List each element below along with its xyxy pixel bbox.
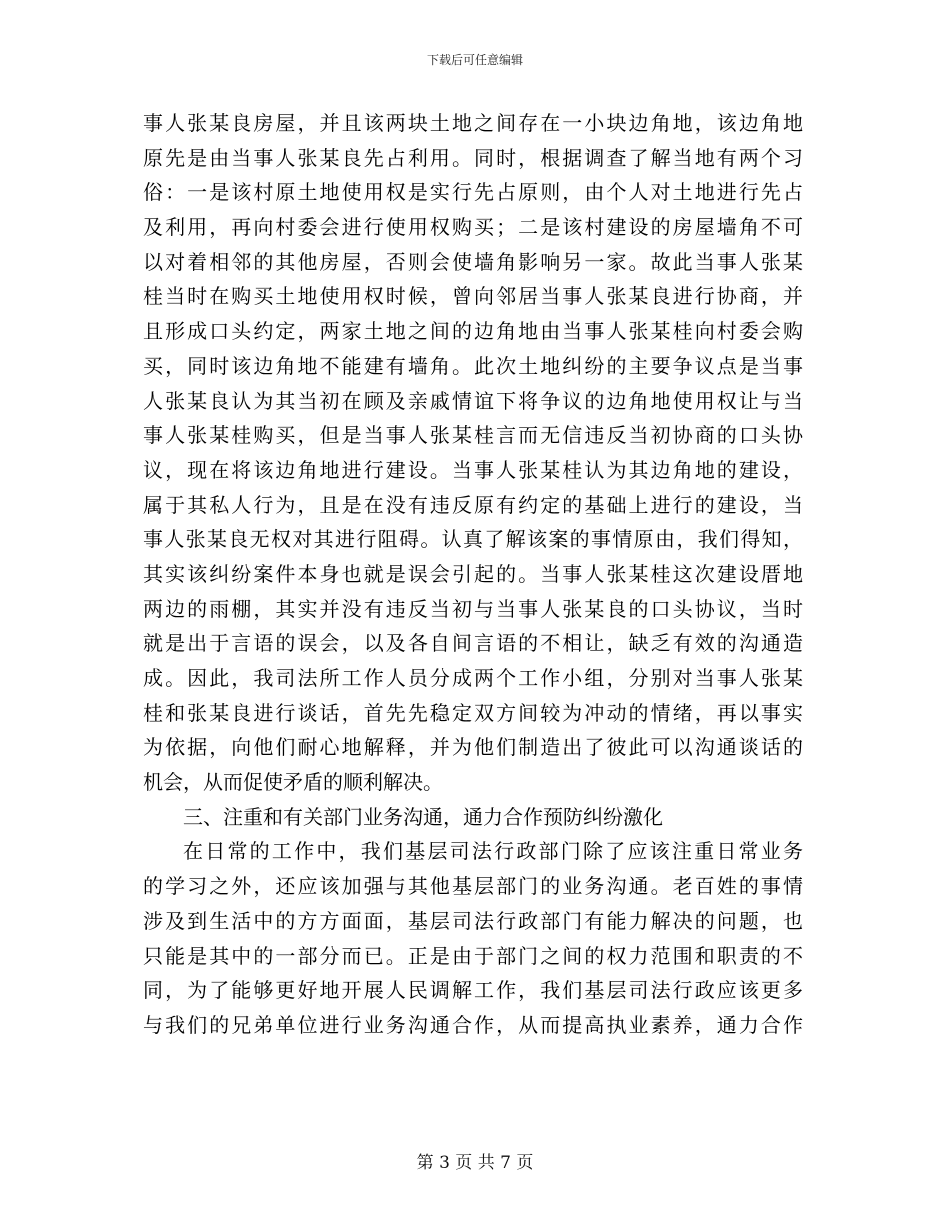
text-line: 成。因此，我司法所工作人员分成两个工作小组，分别对当事人张某 — [143, 666, 803, 690]
text-line: 只能是其中的一部分而已。正是由于部门之间的权力范围和职责的不 — [143, 943, 803, 968]
page-header: 下载后可任意编辑 — [426, 53, 523, 67]
text-line: 同，为了能够更好地开展人民调解工作，我们基层司法行政应该更多 — [143, 978, 803, 1003]
page-number: 第 3 页 共 7 页 — [416, 1153, 534, 1173]
text-line: 原先是由当事人张某良先占利用。同时，根据调查了解当地有两个习 — [143, 145, 803, 170]
text-line: 以对着相邻的其他房屋，否则会使墙角影响另一家。故此当事人张某 — [143, 249, 803, 274]
text-line: 就是出于言语的误会，以及各自间言语的不相让，缺乏有效的沟通造 — [143, 631, 803, 656]
text-line: 两边的雨棚，其实并没有违反当初与当事人张某良的口头协议，当时 — [143, 596, 803, 621]
text-line: 涉及到生活中的方方面面，基层司法行政部门有能力解决的问题，也 — [143, 908, 803, 933]
text-line: 俗：一是该村原土地使用权是实行先占原则，由个人对土地进行先占 — [143, 180, 803, 205]
text-line: 议，现在将该边角地进行建设。当事人张某桂认为其边角地的建设， — [143, 457, 803, 482]
text-line: 其实该纠纷案件本身也就是误会引起的。当事人张某桂这次建设厝地 — [143, 561, 803, 586]
text-line: 买，同时该边角地不能建有墙角。此次土地纠纷的主要争议点是当事 — [143, 353, 803, 378]
body-text — [143, 106, 803, 1043]
text-line: 与我们的兄弟单位进行业务沟通合作，从而提高执业素养，通力合作 — [143, 1012, 803, 1037]
section-heading: 三、注重和有关部门业务沟通，通力合作预防纠纷激化 — [183, 804, 663, 829]
text-line: 及利用，再向村委会进行使用权购买；二是该村建设的房屋墙角不可 — [143, 215, 803, 240]
text-line: 属于其私人行为，且是在没有违反原有约定的基础上进行的建设，当 — [143, 492, 803, 517]
text-line: 且形成口头约定，两家土地之间的边角地由当事人张某桂向村委会购 — [143, 319, 803, 344]
text-line: 机会，从而促使矛盾的顺利解决。 — [143, 770, 443, 795]
text-line: 桂和张某良进行谈话，首先先稳定双方间较为冲动的情绪，再以事实 — [143, 700, 803, 725]
text-line: 事人张某良无权对其进行阻碍。认真了解该案的事情原由，我们得知， — [143, 527, 803, 552]
text-line: 为依据，向他们耐心地解释，并为他们制造出了彼此可以沟通谈话的 — [143, 735, 803, 760]
text-line: 事人张某桂购买，但是当事人张某桂言而无信违反当初协商的口头协 — [143, 423, 803, 448]
text-line: 的学习之外，还应该加强与其他基层部门的业务沟通。老百姓的事情 — [143, 874, 803, 899]
text-line: 人张某良认为其当初在顾及亲戚情谊下将争议的边角地使用权让与当 — [143, 388, 803, 413]
text-line: 在日常的工作中，我们基层司法行政部门除了应该注重日常业务 — [183, 839, 803, 864]
text-line: 桂当时在购买土地使用权时候，曾向邻居当事人张某良进行协商，并 — [143, 284, 803, 309]
text-line: 事人张某良房屋，并且该两块土地之间存在一小块边角地，该边角地 — [143, 111, 803, 135]
